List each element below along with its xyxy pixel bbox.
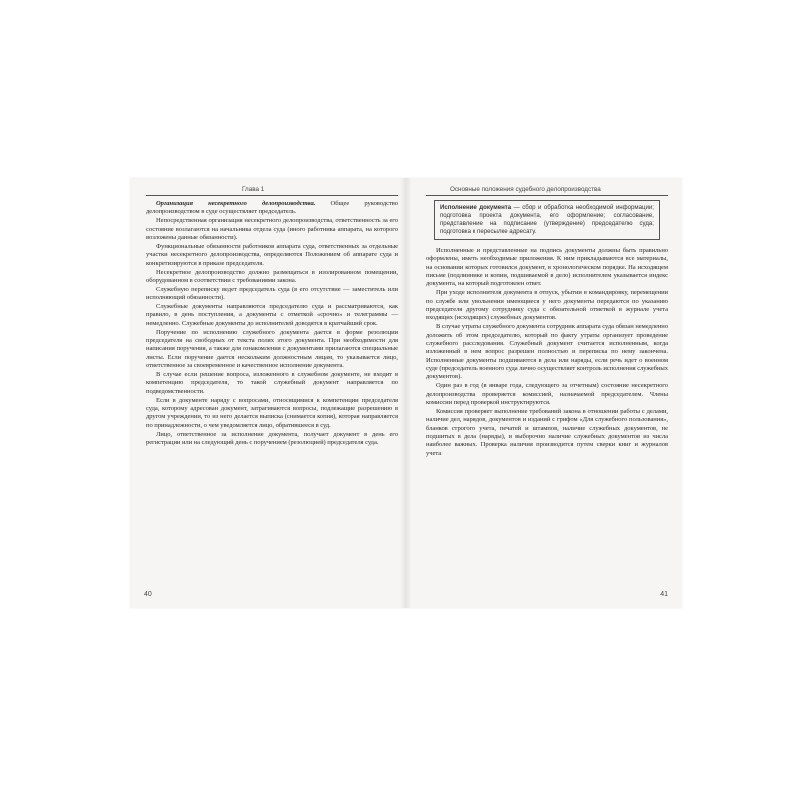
definition-text: — сбор и обработка необходимой информации; подготовка проекта документа, его оформление; согласование, представление на подписание (утверждение) председателю суда; подготовка к пересылке адресату. <box>440 204 655 235</box>
right-page <box>406 178 682 608</box>
definition-term: Исполнение документа <box>440 204 512 211</box>
body-paragraph: Функциональные обязанности работников аппарата суда, ответственных за отдельные участки несекретного делопроизводства, определяются Положением об аппарате суда и конкретизируются в приказе председателя. <box>146 242 398 267</box>
left-page <box>130 178 406 608</box>
lead-rest: Общее руководство делопроизводством в суде осуществляет председатель. <box>146 200 398 216</box>
body-paragraph: При уходе исполнителя документа в отпуск, убытии в командировку, перемещении по службе или увольнении имеющиеся у него документы передаются по указанию председателя другому сотруднику суда с обязательной отметкой в журнале учета входящих (исходящих) служебных документов. <box>426 289 668 322</box>
body-paragraph: В случае если решение вопроса, изложенного в служебном документе, не входит в компетенцию председателя, то такой служебный документ направляется по подведомственности. <box>146 371 398 395</box>
body-paragraph: Несекретное делопроизводство должно размещаться в изолированном помещении, оборудованном в соответствии с требованиями закона. <box>146 268 398 284</box>
body-paragraph: Служебную переписку ведет председатель суда (в его отсутствие — заместитель или исполняющий обязанности). <box>146 285 398 302</box>
body-paragraph: В случае утраты служебного документа сотрудник аппарата суда обязан немедленно доложить об этом председателю, который по факту утраты организует проведение служебного расследования. Служебный документ считается исполненным, когда изложенный в нем вопрос разрешен полностью и переписка по нему закончена. Исполненные документы подшиваются в дела или наряды, если речь идет о военном суде (председатель военного суда лично осуществляет контроль исполнения служебных документов). <box>426 323 668 381</box>
body-paragraph: Исполненные и представленные на подпись документы должны быть правильно оформлены, иметь необходимые приложения. К ним прикладываются все материалы, на основании которых готовился документ, в хронологическом порядке. На исходящем письме (подлиннике и копии, подшиваемой в дело) исполнителем указывается индекс документа, на который подготовлен ответ. <box>426 247 668 288</box>
body-paragraph: Непосредственная организация несекретного делопроизводства, ответственность за его состояние возлагаются на начальника отдела суда (иного работника аппарата, на которого возложены данные обязанности). <box>146 217 398 241</box>
body-paragraph: Один раз в год (в январе года, следующего за отчетным) состояние несекретного делопроизводства проверяется комиссией, назначаемой председателем. Члены комиссии перед проверкой инструктируются. <box>426 382 668 406</box>
page-number-right: 41 <box>660 591 668 598</box>
definition-box <box>434 200 660 240</box>
left-page-body <box>146 200 398 447</box>
page-number-left: 40 <box>144 591 152 598</box>
book-spread <box>130 178 682 608</box>
lead-term: Организация несекретного делопроизводства. <box>156 200 316 207</box>
lead-paragraph <box>146 200 398 217</box>
right-page-body <box>426 247 668 458</box>
body-paragraph: Служебные документы направляются председателю суда и рассматриваются, как правило, в день поступления, а документы с отметкой «срочно» и телеграммы — немедленно. Служебные документы до исполнителей доводятся в кратчайший срок. <box>146 303 398 327</box>
body-paragraph: Лицо, ответственное за исполнение документа, получает документ в день его регистрации или на следующий день с поручением (резолюцией) председателя суда. <box>146 430 398 446</box>
body-paragraph: Если в документе наряду с вопросами, относящимися к компетенции председателя суда, которому адресован документ, затрагиваются вопросы, подлежащие разрешению в другом учреждении, то из него делается выписка (снимается копия), которая направляется по принадлежности, о чем уведомляется лицо, обратившееся в суд. <box>146 396 398 429</box>
body-paragraph: Комиссия проверяет выполнение требований закона в отношении работы с делами, наличие дел, нарядов, документов и изданий с грифом «Для служебного пользования», бланков строгого учета, печатей и штампов, наличие служебных документов, не подшитых в дела (наряды), и выборочно наличие служебных документов из числа наиболее важных. Проверка наличия производится путем сверки книг и журналов учета <box>426 407 668 457</box>
running-head-left: Глава 1 <box>146 186 398 196</box>
body-paragraph: Поручение по исполнению служебного документа дается в форме резолюции председателя на свободных от текста полях этого документа. При необходимости для написания поручения, а также для ознакомления с документами прилагаются специальные листы. Если поручение дается нескольким должностным лицам, то указывается лицо, ответственное за своевременное и качественное исполнение документа. <box>146 328 398 370</box>
running-head-right: Основные положения судебного делопроизводства <box>426 186 668 196</box>
